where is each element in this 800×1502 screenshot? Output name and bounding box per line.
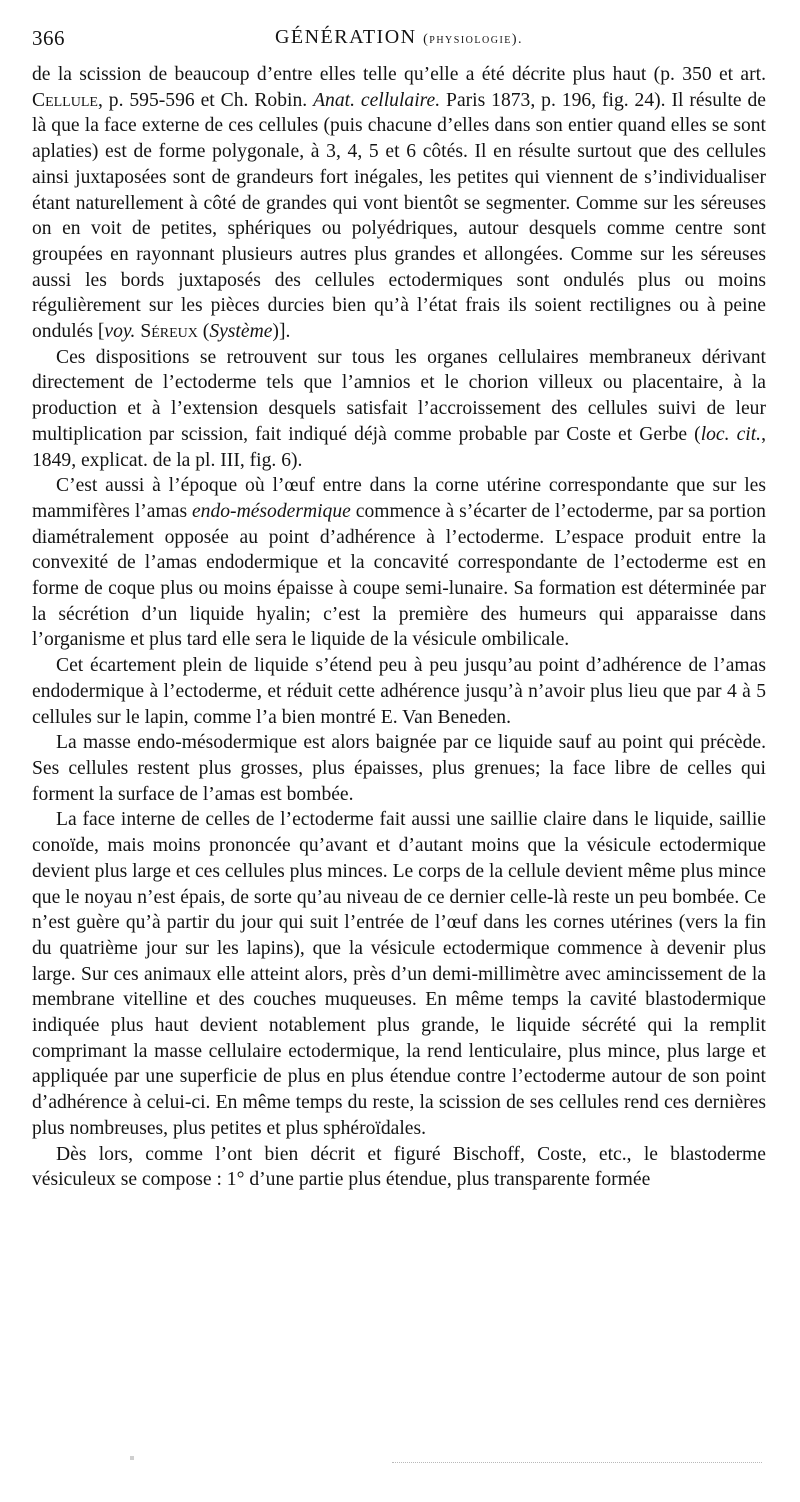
text-run: de la scission de beaucoup d’entre elles telle qu’elle a été décrite plus haut (p. 350 et art. <box>32 64 766 85</box>
running-head-title: GÉNÉRATION <box>274 26 417 48</box>
paragraph <box>32 62 766 345</box>
text-run: Paris 1873, p. 196, fig. 24). Il résulte de là que la face externe de ces cellules (puis chacune d’elles dans son entier quand elles se sont aplaties) est de forme polygonale, à 3, 4, 5 et 6 côtés. Il en résulte surtout que des cellules ainsi juxtaposées sont de grandeurs fort inégales, les petites qui viennent de s’individualiser étant naturellement à côté de grandes qui vont bientôt se segmenter. Comme sur les séreuses on en voit de petites, sphériques ou polyédriques, autour desquels comme centre sont groupées en rayonnant plusieurs autres plus grandes et allongées. Comme sur les séreuses aussi les bords juxtaposés des cellules ectodermiques sont ondulés plus ou moins régulièrement sur les pièces durcies bien qu’à l’état frais ils soient rectilignes ou à peine ondulés [ <box>32 89 767 343</box>
small-caps-text: Cellule <box>32 89 98 111</box>
text-run: )]. <box>272 321 291 343</box>
text-run: La masse endo-mésodermique est alors baignée par ce liquide sauf au point qui précède. Ses cellules restent plus grosses, plus épaisses, plus grenues; la face libre de celles qui forment la surface de l’amas est bombée. <box>32 732 766 805</box>
text-run: , p. 595-596 et Ch. Robin. <box>97 89 314 111</box>
italic-text: loc. cit. <box>700 423 762 445</box>
paragraph <box>32 345 766 474</box>
paragraph <box>32 1142 766 1193</box>
text-run: Cet écartement plein de liquide s’étend peu à peu jusqu’au point d’adhérence de l’amas endodermique à l’ectoderme, et réduit cette adhérence jusqu’à n’avoir plus lieu que par 4 à 5 cellules sur le lapin, comme l’a bien montré E. Van Beneden. <box>32 655 766 728</box>
text-run: , 1849, explicat. de la pl. III, fig. 6). <box>32 423 766 471</box>
page-header <box>32 22 766 62</box>
page <box>32 22 766 1193</box>
text-run: C’est aussi à l’époque où l’œuf entre dans la corne utérine correspondante que sur les mammifères l’amas <box>32 475 766 522</box>
page-number: 366 <box>32 26 65 50</box>
italic-text: voy. <box>104 321 136 343</box>
italic-text: endo-mésodermique <box>191 500 351 522</box>
italic-text: Anat. cellulaire. <box>313 89 441 111</box>
text-run: commence à s’écarter de l’ectoderme, par sa portion diamétralement opposée au point d’adhérence à l’ectoderme. L’espace produit entre la convexité de l’amas endodermique et la concavité correspondante de l’ectoderme est en forme de coque plus ou moins épaisse à coupe semi-lunaire. Sa formation est déterminée par la sécrétion d’un liquide hyalin; c’est la première des humeurs qui apparaisse dans l’organisme et plus tard elle sera le liquide de la vésicule ombilicale. <box>32 500 766 651</box>
paragraph <box>32 730 766 807</box>
text-run: Dès lors, comme l’ont bien décrit et figuré Bischoff, Coste, etc., le blastoderme vésiculeux se compose : 1° d’une partie plus étendue, plus transparente formée <box>32 1143 766 1191</box>
paragraph <box>32 473 766 653</box>
footer-mark <box>130 1456 134 1460</box>
body-text <box>32 62 766 1193</box>
paragraph <box>32 807 766 1141</box>
running-head-subtitle: (physiologie). <box>423 32 524 47</box>
italic-text: Système <box>209 321 273 343</box>
text-run: Ces dispositions se retrouvent sur tous les organes cellulaires membraneux dérivant directement de l’ectoderme tels que l’amnios et le chorion villeux ou placentaire, à la production et à l’extension desquels satisfait l’accroissement des cellules suivi de leur multiplication par scission, fait indiqué déjà comme probable par Coste et Gerbe ( <box>32 346 766 445</box>
footer-rule <box>392 1462 762 1463</box>
text-run: La face interne de celles de l’ectoderme fait aussi une saillie claire dans le liquide, saillie conoïde, mais moins prononcée qu’avant et d’autant moins que la vésicule ectodermique devient plus large et ces cellules plus minces. Le corps de la cellule devient même plus mince que le noyau n’est épais, de sorte qu’au niveau de ce dernier celle-là reste un peu bombée. Ce n’est guère qu’à partir du jour qui suit l’entrée de l’œuf dans les cornes utérines (vers la fin du quatrième jour sur les lapins), que la vésicule ectodermique commence à devenir plus large. Sur ces animaux elle atteint alors, près d’un demi-millimètre avec amincissement de la membrane vitelline et des couches muqueuses. En même temps la cavité blastodermique indiquée plus haut devient notablement plus grande, le liquide sécrété qui la remplit comprimant la masse cellulaire ectodermique, la rend lenticulaire, plus mince, plus large et appliquée par une superficie de plus en plus étendue contre l’ectoderme autour de son point d’adhérence à celui-ci. En même temps du reste, la scission de ses cellules rend ces dernières plus nombreuses, plus petites et plus sphéroïdales. <box>32 809 766 1139</box>
running-head <box>32 26 766 49</box>
small-caps-text: Séreux <box>140 321 198 343</box>
paragraph <box>32 653 766 730</box>
text-run: ( <box>197 321 210 343</box>
